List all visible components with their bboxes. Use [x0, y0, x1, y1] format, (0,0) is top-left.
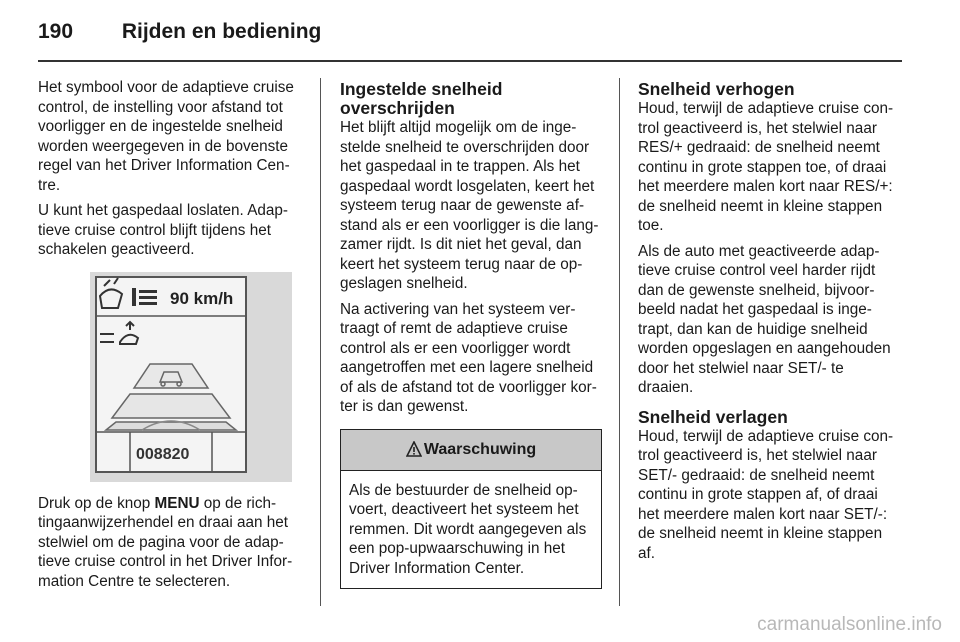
paragraph: Na activering van het systeem ver-traagt of remt de adaptieve cruise control als er een voorligger wordt aangetroffen met een lagere snelheid of als de afstand tot de voorligger kor-ter is dan gewenst. — [340, 300, 597, 415]
column-middle — [340, 78, 602, 589]
paragraph-text: Druk op de knop — [38, 494, 155, 512]
warning-text: Als de bestuurder de snelheid op-voert, deactiveert het systeem het remmen. Dit wordt aangegeven als een pop-upwaarschuwing in het Driver Information Center. — [349, 481, 587, 577]
warning-title: Waarschuwing — [423, 440, 537, 458]
section-heading: Snelheid verlagen — [638, 406, 788, 427]
warning-box — [340, 429, 602, 590]
column-left — [38, 78, 304, 597]
paragraph-text: op de rich-tingaanwijzerhendel en draai aan het stelwiel om de pagina voor de adap-tieve cruise control in het Driver Infor-mation Centre te selecteren. — [38, 494, 293, 590]
header-rule — [38, 60, 902, 62]
section-heading: Snelheid verhogen — [638, 79, 795, 99]
column-divider — [320, 78, 321, 606]
paragraph — [38, 494, 304, 592]
column-divider — [619, 78, 620, 606]
paragraph: Houd, terwijl de adaptieve cruise con-trol geactiveerd is, het stelwiel naar SET/- gedraaid: de snelheid neemt continu in grote stappen af, of draai het meerdere malen kort naar SET/-: de snelheid neemt in kleine stappen af. — [638, 427, 894, 562]
distance-bars-icon — [132, 288, 157, 306]
column-right — [638, 78, 900, 569]
warning-header — [341, 430, 601, 471]
display-svg — [90, 272, 292, 482]
paragraph: Het symbool voor de adaptieve cruise control, de instelling voor afstand tot voorligger en de ingestelde snelheid worden weergegeven in de bovenste regel van het Driver Information Cen-tre. — [38, 79, 294, 194]
page-number: 190 — [38, 20, 74, 43]
odometer-readout: 008820 — [136, 445, 190, 463]
watermark: carmanualsonline.info — [757, 614, 942, 635]
page-header — [38, 20, 321, 44]
speed-readout: 90 km/h — [170, 288, 234, 308]
warning-triangle-icon — [406, 441, 422, 457]
page-title: Rijden en bediening — [121, 20, 322, 43]
driver-info-display-illustration — [90, 272, 292, 482]
menu-button-label: MENU — [154, 494, 200, 512]
paragraph: Het blijft altijd mogelijk om de inge-stelde snelheid te overschrijden door het gaspedaal in te trappen. Als het gaspedaal wordt losgelaten, keert het systeem terug naar de gewenste af-stand als er een voorligger is die lang-zamer rijdt. Is dit niet het geval, dan keert het systeem terug naar de op-geslagen snelheid. — [340, 119, 599, 292]
section-heading: Ingestelde snelheid overschrijden — [340, 79, 503, 118]
warning-body — [341, 471, 601, 589]
paragraph: U kunt het gaspedaal loslaten. Adap-tieve cruise control blijft tijdens het schakelen geactiveerd. — [38, 202, 289, 258]
paragraph: Houd, terwijl de adaptieve cruise con-trol geactiveerd is, het stelwiel naar RES/+ gedraaid: de snelheid neemt continu in grote stappen toe, of draai het meerdere malen kort naar RES/+: de snelheid neemt in kleine stappen toe. — [638, 100, 894, 234]
paragraph: Als de auto met geactiveerde adap-tieve cruise control veel harder rijdt dan de gewenste snelheid, bijvoor-beeld nadat het gaspedaal is inge-trapt, dan kan de huidige snelheid worden opgeslagen en aangehouden door het stelwiel naar SET/- te draaien. — [638, 242, 891, 396]
